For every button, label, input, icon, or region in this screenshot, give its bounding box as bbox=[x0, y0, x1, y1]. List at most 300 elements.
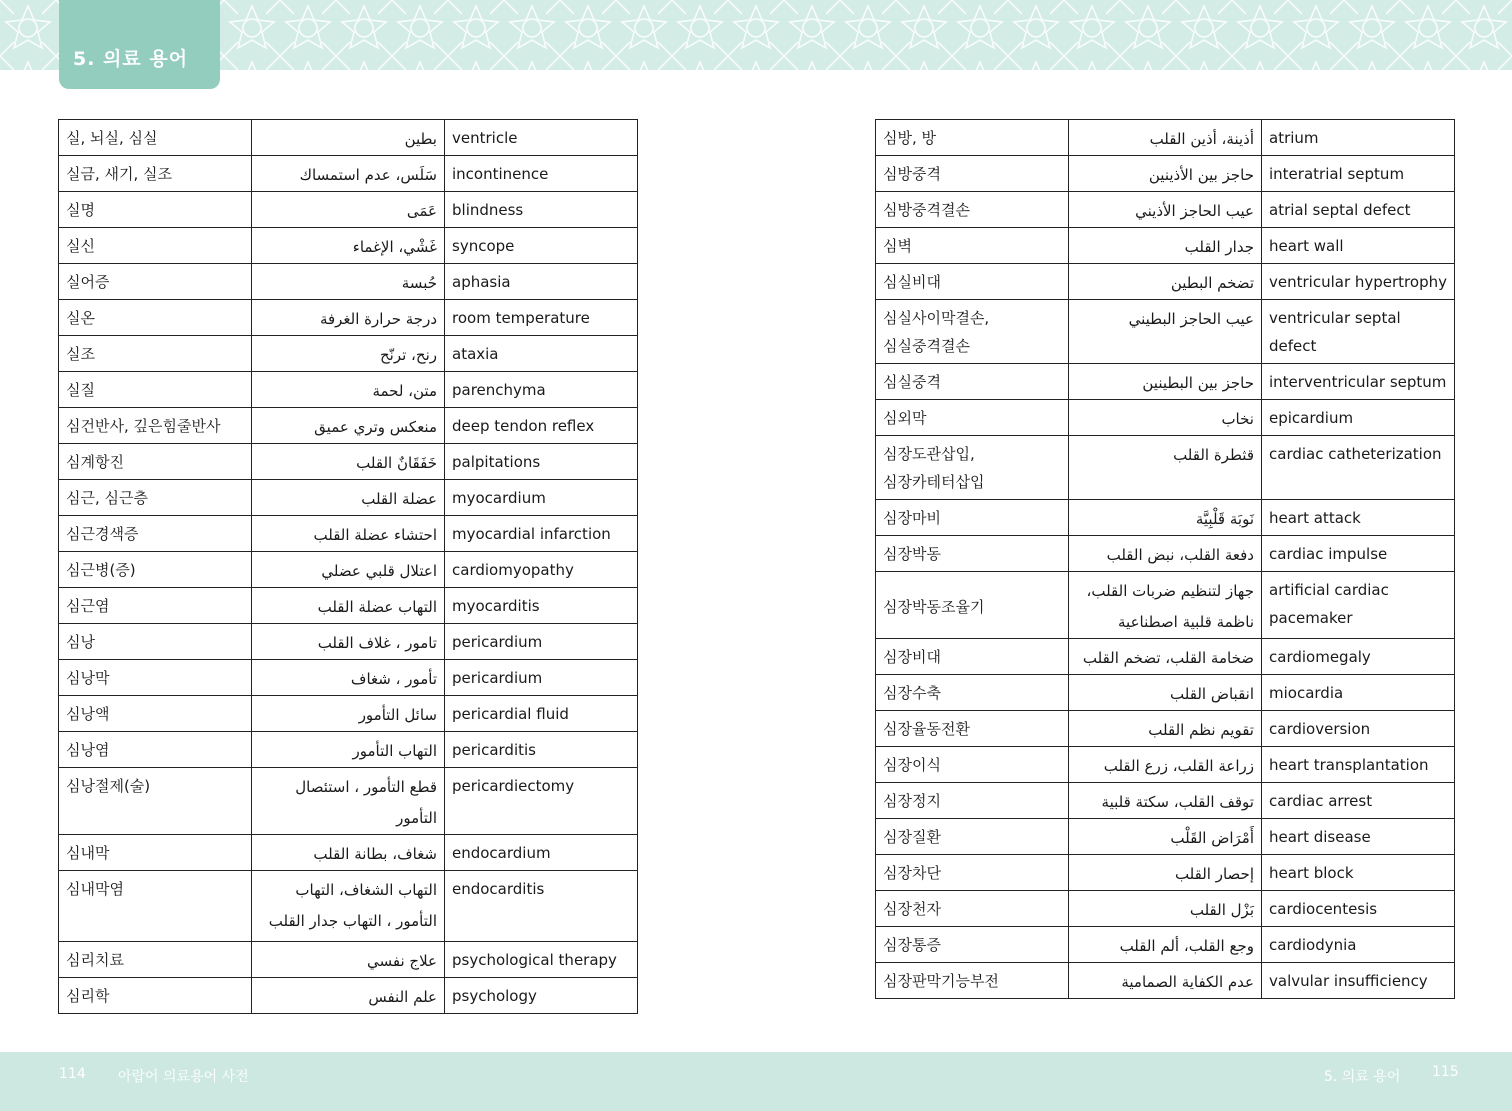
korean-term-cell bbox=[876, 711, 1069, 747]
table-row bbox=[876, 156, 1455, 192]
arabic-term-cell bbox=[1069, 536, 1262, 572]
korean-term-cell bbox=[59, 192, 252, 228]
english-term-cell-text: heart transplantation bbox=[1269, 756, 1429, 774]
korean-term-cell-text: 심실중격 bbox=[883, 373, 941, 391]
english-term-cell-text: miocardia bbox=[1269, 684, 1344, 702]
table-row bbox=[59, 588, 638, 624]
arabic-term-cell bbox=[252, 696, 445, 732]
english-term-cell-text: interatrial septum bbox=[1269, 165, 1405, 183]
arabic-term-cell-text: توقف القلب، سكتة قلبية bbox=[1101, 793, 1254, 811]
korean-term-cell bbox=[876, 436, 1069, 500]
english-term-cell bbox=[445, 192, 638, 228]
arabic-term-cell bbox=[1069, 639, 1262, 675]
table-row bbox=[876, 400, 1455, 436]
english-term-cell-text: pericardial fluid bbox=[452, 705, 569, 723]
arabic-term-cell-text: شغاف، بطانة القلب bbox=[313, 845, 437, 863]
english-term-cell bbox=[1262, 855, 1455, 891]
arabic-term-cell bbox=[252, 192, 445, 228]
korean-term-cell bbox=[876, 639, 1069, 675]
arabic-term-cell bbox=[1069, 819, 1262, 855]
korean-term-cell-text: 심방중격결손 bbox=[883, 201, 970, 219]
english-term-cell bbox=[445, 696, 638, 732]
arabic-term-cell bbox=[1069, 855, 1262, 891]
english-term-cell-text: cardioversion bbox=[1269, 720, 1371, 738]
table-row bbox=[876, 536, 1455, 572]
arabic-term-cell bbox=[252, 835, 445, 871]
english-term-cell-text: deep tendon reflex bbox=[452, 417, 595, 435]
arabic-term-cell bbox=[1069, 675, 1262, 711]
table-row bbox=[59, 444, 638, 480]
english-term-cell-text: heart wall bbox=[1269, 237, 1344, 255]
korean-term-cell-text: 심낭절제(술) bbox=[66, 777, 151, 795]
arabic-term-cell bbox=[252, 444, 445, 480]
korean-term-cell bbox=[876, 264, 1069, 300]
table-row bbox=[59, 871, 638, 942]
korean-term-cell-text: 심실비대 bbox=[883, 273, 941, 291]
english-term-cell bbox=[445, 660, 638, 696]
korean-term-cell bbox=[876, 156, 1069, 192]
table-row bbox=[876, 783, 1455, 819]
english-term-cell-text: cardiomyopathy bbox=[452, 561, 574, 579]
arabic-term-cell bbox=[252, 264, 445, 300]
table-row bbox=[876, 891, 1455, 927]
english-term-cell-text: cardiac catheterization bbox=[1269, 445, 1442, 463]
korean-term-cell-text: 심낭 bbox=[66, 633, 95, 651]
arabic-term-cell bbox=[252, 300, 445, 336]
english-term-cell bbox=[1262, 675, 1455, 711]
table-row bbox=[876, 572, 1455, 639]
left-term-table bbox=[58, 119, 638, 1014]
arabic-term-cell-text: عدم الكفاية الصمامية bbox=[1121, 973, 1254, 991]
arabic-term-cell-text: دفعة القلب، نبض القلب bbox=[1106, 546, 1254, 564]
korean-term-cell bbox=[59, 336, 252, 372]
korean-term-cell-text: 심장통증 bbox=[883, 936, 941, 954]
english-term-cell bbox=[445, 978, 638, 1014]
table-row bbox=[876, 711, 1455, 747]
arabic-term-cell-text: ضخامة القلب، تضخم القلب bbox=[1082, 649, 1254, 667]
english-term-cell bbox=[445, 228, 638, 264]
table-row bbox=[59, 732, 638, 768]
table-row bbox=[59, 264, 638, 300]
english-term-cell bbox=[445, 480, 638, 516]
english-term-cell-text: pericarditis bbox=[452, 741, 536, 759]
english-term-cell-text: pericardiectomy bbox=[452, 777, 575, 795]
korean-term-cell bbox=[59, 660, 252, 696]
korean-term-cell bbox=[59, 264, 252, 300]
english-term-cell-text: palpitations bbox=[452, 453, 541, 471]
arabic-term-cell bbox=[1069, 300, 1262, 364]
arabic-term-cell bbox=[252, 372, 445, 408]
korean-term-cell-text: 실신 bbox=[66, 237, 95, 255]
table-row bbox=[876, 500, 1455, 536]
arabic-term-cell-text: جهاز لتنظيم ضربات القلب، bbox=[1086, 582, 1254, 600]
arabic-term-cell-text: تأمور ، شغاف bbox=[350, 670, 437, 688]
arabic-term-cell-text: عَمَى bbox=[406, 202, 437, 220]
english-term-cell bbox=[1262, 891, 1455, 927]
english-term-cell-text: cardiomegaly bbox=[1269, 648, 1371, 666]
arabic-term-cell bbox=[252, 871, 445, 942]
arabic-term-cell bbox=[252, 120, 445, 156]
english-term-cell-text: incontinence bbox=[452, 165, 549, 183]
chapter-tab bbox=[59, 0, 220, 89]
table-row bbox=[59, 835, 638, 871]
table-row bbox=[876, 300, 1455, 364]
english-term-cell bbox=[1262, 192, 1455, 228]
english-term-cell-text: endocardium bbox=[452, 844, 551, 862]
korean-term-cell-text: 심외막 bbox=[883, 409, 927, 427]
english-term-cell bbox=[1262, 819, 1455, 855]
korean-term-cell bbox=[59, 978, 252, 1014]
english-term-cell-text: ataxia bbox=[452, 345, 499, 363]
english-term-cell-text: room temperature bbox=[452, 309, 590, 327]
english-term-cell bbox=[445, 444, 638, 480]
arabic-term-cell-text: تقويم نظم القلب bbox=[1148, 721, 1254, 739]
arabic-term-cell-text: التأمور ، التهاب جدار القلب bbox=[268, 912, 437, 930]
arabic-term-cell bbox=[252, 942, 445, 978]
arabic-term-cell bbox=[252, 588, 445, 624]
korean-term-cell-text: 실명 bbox=[66, 201, 95, 219]
english-term-cell bbox=[1262, 264, 1455, 300]
english-term-cell bbox=[445, 588, 638, 624]
korean-term-cell bbox=[876, 675, 1069, 711]
korean-term-cell-text: 실금, 새기, 실조 bbox=[66, 165, 173, 183]
korean-term-cell-text: 심근염 bbox=[66, 597, 110, 615]
korean-term-cell-text: 심실사이막결손, bbox=[883, 309, 990, 327]
korean-term-cell-text: 심장박동조율기 bbox=[883, 598, 985, 616]
english-term-cell bbox=[445, 264, 638, 300]
korean-term-cell bbox=[876, 891, 1069, 927]
english-term-cell-text: pericardium bbox=[452, 633, 543, 651]
arabic-term-cell bbox=[252, 516, 445, 552]
korean-term-cell bbox=[876, 228, 1069, 264]
korean-term-cell-text: 심벽 bbox=[883, 237, 912, 255]
korean-term-cell-text: 심리치료 bbox=[66, 951, 124, 969]
english-term-cell bbox=[1262, 156, 1455, 192]
book-title: 아랍어 의료용어 사전 bbox=[118, 1069, 249, 1085]
arabic-term-cell bbox=[1069, 891, 1262, 927]
arabic-term-cell-text: غَشْي، الإغماء bbox=[352, 238, 437, 256]
english-term-cell-text: aphasia bbox=[452, 273, 511, 291]
table-row bbox=[876, 675, 1455, 711]
table-row bbox=[59, 624, 638, 660]
korean-term-cell bbox=[59, 516, 252, 552]
english-term-cell-text: parenchyma bbox=[452, 381, 546, 399]
arabic-term-cell bbox=[1069, 572, 1262, 639]
arabic-term-cell bbox=[1069, 156, 1262, 192]
english-term-cell-text: ventricle bbox=[452, 129, 518, 147]
table-row bbox=[59, 660, 638, 696]
arabic-term-cell bbox=[1069, 228, 1262, 264]
korean-term-cell-text: 심근병(증) bbox=[66, 561, 136, 579]
korean-term-cell bbox=[876, 400, 1069, 436]
arabic-term-cell-text: علاج نفسي bbox=[367, 952, 437, 970]
korean-term-cell bbox=[876, 300, 1069, 364]
korean-term-cell bbox=[59, 408, 252, 444]
english-term-cell bbox=[445, 835, 638, 871]
arabic-term-cell-text: قثطرة القلب bbox=[1173, 446, 1254, 464]
chapter-title: 5. 의료 용어 bbox=[73, 48, 189, 70]
korean-term-cell bbox=[876, 120, 1069, 156]
korean-term-cell-text: 심장차단 bbox=[883, 864, 941, 882]
arabic-term-cell-text: التهاب عضلة القلب bbox=[317, 598, 437, 616]
arabic-term-cell-text: حاجز بين الأذينين bbox=[1148, 166, 1254, 184]
english-term-cell-text: myocarditis bbox=[452, 597, 540, 615]
korean-term-cell bbox=[876, 192, 1069, 228]
arabic-term-cell bbox=[252, 732, 445, 768]
table-row bbox=[876, 436, 1455, 500]
arabic-term-cell bbox=[252, 978, 445, 1014]
korean-term-cell-text: 실, 뇌실, 심실 bbox=[66, 129, 158, 147]
arabic-term-cell-text: إحصار القلب bbox=[1174, 865, 1254, 883]
table-row bbox=[59, 516, 638, 552]
arabic-term-cell bbox=[1069, 927, 1262, 963]
arabic-term-cell bbox=[1069, 400, 1262, 436]
english-term-cell-text: endocarditis bbox=[452, 880, 545, 898]
arabic-term-cell bbox=[1069, 500, 1262, 536]
korean-term-cell-text: 심방중격 bbox=[883, 165, 941, 183]
english-term-cell-text: atrium bbox=[1269, 129, 1319, 147]
english-term-cell-text: cardiodynia bbox=[1269, 936, 1357, 954]
arabic-term-cell bbox=[252, 336, 445, 372]
korean-term-cell bbox=[59, 696, 252, 732]
arabic-term-cell-text: بطين bbox=[404, 130, 437, 148]
korean-term-cell bbox=[59, 942, 252, 978]
english-term-cell-text: artificial cardiac bbox=[1269, 581, 1389, 599]
english-term-cell bbox=[445, 732, 638, 768]
arabic-term-cell-text: اعتلال قلبي عضلي bbox=[321, 562, 437, 580]
korean-term-cell-text: 심실중격결손 bbox=[883, 337, 970, 355]
english-term-cell bbox=[445, 871, 638, 942]
decorative-pattern-band bbox=[0, 0, 1512, 70]
korean-term-cell bbox=[876, 927, 1069, 963]
arabic-term-cell-text: جدار القلب bbox=[1184, 238, 1254, 256]
english-term-cell bbox=[445, 624, 638, 660]
korean-term-cell-text: 심장정지 bbox=[883, 792, 941, 810]
korean-term-cell bbox=[876, 747, 1069, 783]
english-term-cell bbox=[1262, 228, 1455, 264]
arabic-term-cell-text: احتشاء عضلة القلب bbox=[313, 526, 437, 544]
korean-term-cell-text: 실조 bbox=[66, 345, 95, 363]
table-row bbox=[59, 978, 638, 1014]
english-term-cell-text: epicardium bbox=[1269, 409, 1354, 427]
korean-term-cell bbox=[876, 855, 1069, 891]
geometric-pattern bbox=[0, 0, 1512, 70]
arabic-term-cell-text: منعكس وتري عميق bbox=[314, 418, 437, 436]
arabic-term-cell-text: عيب الحاجز البطيني bbox=[1128, 310, 1254, 328]
table-row bbox=[59, 942, 638, 978]
arabic-term-cell bbox=[252, 552, 445, 588]
table-row bbox=[876, 120, 1455, 156]
english-term-cell bbox=[445, 516, 638, 552]
korean-term-cell-text: 심낭막 bbox=[66, 669, 110, 687]
arabic-term-cell bbox=[1069, 120, 1262, 156]
korean-term-cell-text: 심장판막기능부전 bbox=[883, 972, 999, 990]
english-term-cell-text: heart disease bbox=[1269, 828, 1371, 846]
english-term-cell bbox=[1262, 711, 1455, 747]
english-term-cell bbox=[445, 156, 638, 192]
korean-term-cell bbox=[876, 963, 1069, 999]
table-row bbox=[876, 819, 1455, 855]
table-row bbox=[59, 156, 638, 192]
arabic-term-cell-text: التهاب التأمور bbox=[352, 742, 437, 760]
english-term-cell-text: heart block bbox=[1269, 864, 1354, 882]
korean-term-cell-text: 심낭액 bbox=[66, 705, 110, 723]
korean-term-cell-text: 심리학 bbox=[66, 987, 110, 1005]
korean-term-cell-text: 심장마비 bbox=[883, 509, 941, 527]
english-term-cell bbox=[1262, 400, 1455, 436]
english-term-cell bbox=[1262, 500, 1455, 536]
table-row bbox=[59, 480, 638, 516]
english-term-cell bbox=[1262, 639, 1455, 675]
korean-term-cell-text: 심장질환 bbox=[883, 828, 941, 846]
arabic-term-cell-text: التهاب الشغاف، التهاب bbox=[295, 881, 437, 899]
english-term-cell-text: cardiac arrest bbox=[1269, 792, 1373, 810]
left-page-number: 114 bbox=[59, 1066, 86, 1082]
arabic-term-cell-text: نخاب bbox=[1221, 410, 1254, 428]
korean-term-cell bbox=[876, 364, 1069, 400]
arabic-term-cell-text: ناظمة قلبية اصطناعية bbox=[1118, 613, 1254, 631]
korean-term-cell-text: 심계항진 bbox=[66, 453, 124, 471]
arabic-term-cell-text: قطع التأمور ، استئصال التأمور bbox=[295, 778, 437, 827]
arabic-term-cell bbox=[1069, 364, 1262, 400]
arabic-term-cell-text: متن، لحمة bbox=[372, 382, 437, 400]
english-term-cell bbox=[445, 942, 638, 978]
korean-term-cell-text: 심장천자 bbox=[883, 900, 941, 918]
english-term-cell-text: valvular insufficiency bbox=[1269, 972, 1428, 990]
korean-term-cell bbox=[59, 480, 252, 516]
english-term-cell bbox=[1262, 927, 1455, 963]
english-term-cell-text: cardiac impulse bbox=[1269, 545, 1388, 563]
english-term-cell bbox=[1262, 747, 1455, 783]
english-term-cell-text: ventricular septal defect bbox=[1269, 309, 1401, 355]
right-term-table bbox=[875, 119, 1455, 999]
korean-term-cell bbox=[59, 768, 252, 835]
english-term-cell bbox=[445, 408, 638, 444]
arabic-term-cell bbox=[252, 480, 445, 516]
english-term-cell bbox=[1262, 536, 1455, 572]
footer-chapter-title: 5. 의료 용어 bbox=[1324, 1069, 1401, 1085]
korean-term-cell bbox=[59, 372, 252, 408]
korean-term-cell bbox=[59, 732, 252, 768]
korean-term-cell-text: 실어증 bbox=[66, 273, 110, 291]
korean-term-cell bbox=[876, 500, 1069, 536]
english-term-cell bbox=[445, 768, 638, 835]
english-term-cell bbox=[445, 552, 638, 588]
arabic-term-cell-text: حاجز بين البطينين bbox=[1142, 374, 1254, 392]
table-row bbox=[59, 408, 638, 444]
english-term-cell-text: blindness bbox=[452, 201, 524, 219]
page-footer bbox=[0, 1052, 1512, 1111]
english-term-cell-text: psychological therapy bbox=[452, 951, 617, 969]
korean-term-cell bbox=[59, 835, 252, 871]
arabic-term-cell bbox=[252, 660, 445, 696]
table-row bbox=[876, 963, 1455, 999]
english-term-cell-text: pacemaker bbox=[1269, 609, 1353, 627]
english-term-cell bbox=[1262, 364, 1455, 400]
english-term-cell bbox=[1262, 300, 1455, 364]
arabic-term-cell-text: وجع القلب، ألم القلب bbox=[1119, 937, 1254, 955]
english-term-cell-text: myocardial infarction bbox=[452, 525, 611, 543]
english-term-cell-text: pericardium bbox=[452, 669, 543, 687]
english-term-cell bbox=[1262, 120, 1455, 156]
arabic-term-cell bbox=[1069, 192, 1262, 228]
arabic-term-cell-text: نَوبَة قَلْبِيَّة bbox=[1195, 510, 1254, 528]
arabic-term-cell bbox=[1069, 963, 1262, 999]
english-term-cell-text: syncope bbox=[452, 237, 515, 255]
arabic-term-cell bbox=[1069, 747, 1262, 783]
korean-term-cell bbox=[59, 871, 252, 942]
korean-term-cell-text: 심장수축 bbox=[883, 684, 941, 702]
korean-term-cell-text: 심장도관삽입, bbox=[883, 445, 975, 463]
table-row bbox=[59, 120, 638, 156]
korean-term-cell bbox=[876, 536, 1069, 572]
korean-term-cell-text: 심낭염 bbox=[66, 741, 110, 759]
arabic-term-cell-text: حُبسة bbox=[401, 274, 437, 292]
korean-term-cell bbox=[876, 819, 1069, 855]
english-term-cell bbox=[445, 120, 638, 156]
arabic-term-cell-text: أذينة، أذين القلب bbox=[1149, 130, 1254, 148]
korean-term-cell bbox=[59, 588, 252, 624]
korean-term-cell-text: 심내막 bbox=[66, 844, 110, 862]
arabic-term-cell bbox=[1069, 783, 1262, 819]
korean-term-cell bbox=[59, 120, 252, 156]
arabic-term-cell-text: زراعة القلب، زرع القلب bbox=[1103, 757, 1254, 775]
korean-term-cell bbox=[876, 572, 1069, 639]
english-term-cell bbox=[445, 300, 638, 336]
arabic-term-cell-text: عيب الحاجز الأذيني bbox=[1135, 202, 1254, 220]
table-row bbox=[59, 696, 638, 732]
korean-term-cell-text: 심장율동전환 bbox=[883, 720, 970, 738]
english-term-cell-text: heart attack bbox=[1269, 509, 1361, 527]
korean-term-cell bbox=[876, 783, 1069, 819]
english-term-cell bbox=[1262, 963, 1455, 999]
arabic-term-cell bbox=[1069, 264, 1262, 300]
table-row bbox=[59, 336, 638, 372]
korean-term-cell-text: 심근, 심근층 bbox=[66, 489, 148, 507]
table-row bbox=[59, 300, 638, 336]
arabic-term-cell-text: سَلَس، عدم استمساك bbox=[299, 166, 437, 184]
arabic-term-cell bbox=[1069, 711, 1262, 747]
korean-term-cell-text: 심장이식 bbox=[883, 756, 941, 774]
arabic-term-cell-text: درجة حرارة الغرفة bbox=[319, 310, 437, 328]
korean-term-cell bbox=[59, 444, 252, 480]
korean-term-cell-text: 실온 bbox=[66, 309, 95, 327]
arabic-term-cell-text: أَمْرَاض القَلْب bbox=[1170, 829, 1254, 847]
table-row bbox=[59, 192, 638, 228]
arabic-term-cell-text: سائل التأمور bbox=[358, 706, 437, 724]
english-term-cell-text: cardiocentesis bbox=[1269, 900, 1378, 918]
table-row bbox=[876, 364, 1455, 400]
arabic-term-cell-text: تضخم البطين bbox=[1170, 274, 1254, 292]
table-row bbox=[876, 264, 1455, 300]
table-row bbox=[876, 192, 1455, 228]
english-term-cell-text: interventricular septum bbox=[1269, 373, 1447, 391]
table-row bbox=[59, 552, 638, 588]
english-term-cell bbox=[1262, 783, 1455, 819]
korean-term-cell bbox=[59, 300, 252, 336]
english-term-cell bbox=[445, 372, 638, 408]
table-row bbox=[59, 768, 638, 835]
table-row bbox=[876, 927, 1455, 963]
korean-term-cell bbox=[59, 228, 252, 264]
english-term-cell bbox=[1262, 436, 1455, 500]
korean-term-cell bbox=[59, 552, 252, 588]
right-page-number: 115 bbox=[1432, 1064, 1459, 1080]
arabic-term-cell-text: انقباض القلب bbox=[1170, 685, 1254, 703]
korean-term-cell-text: 심장박동 bbox=[883, 545, 941, 563]
arabic-term-cell-text: علم النفس bbox=[368, 988, 437, 1006]
arabic-term-cell bbox=[252, 408, 445, 444]
